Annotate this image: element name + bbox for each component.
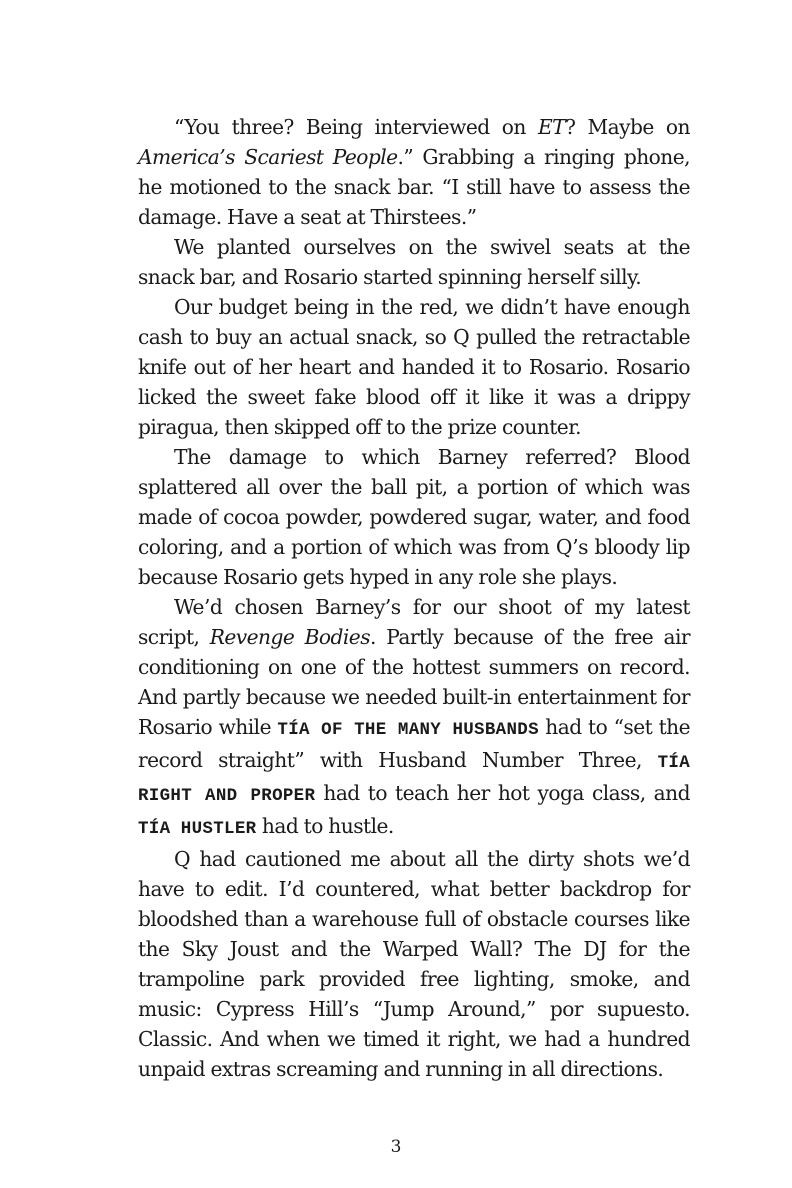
italic-text: America’s Scariest People <box>138 145 398 169</box>
body-paragraph <box>138 592 690 844</box>
text-segment: The damage to which Barney referred? Blood splattered all over the ball pit, a portion of which was made of cocoa powder, powdered sugar, water, and food coloring, and a portion of which was from Q’s bloody lip because Rosario gets hyped in any role she plays. <box>138 445 690 589</box>
body-paragraph <box>138 844 690 1084</box>
text-segment: We planted ourselves on the swivel seats at the snack bar, and Rosario started spinning herself silly. <box>138 235 690 289</box>
body-paragraph <box>138 442 690 592</box>
text-segment: had to “set the record straight” with Husband Number Three, <box>138 715 690 772</box>
text-segment: ? Maybe on <box>565 115 690 139</box>
page-body <box>138 112 690 1084</box>
text-segment: had to teach her hot yoga class, and <box>315 781 690 805</box>
text-segment: .” Grabbing a ringing phone, he motioned to the snack bar. “I still have to assess the damage. Have a seat at Thirstees.” <box>138 145 690 229</box>
body-paragraph <box>138 232 690 292</box>
character-name: TÍA HUSTLER <box>138 819 257 839</box>
character-name: TÍA RIGHT AND PROPER <box>138 753 690 806</box>
italic-text: ET <box>537 115 566 139</box>
text-segment: had to hustle. <box>256 814 394 838</box>
italic-text: Revenge Bodies <box>209 625 371 649</box>
text-segment: Q had cautioned me about all the dirty shots we’d have to edit. I’d countered, what better backdrop for bloodshed than a warehouse full of obstacle courses like the Sky Joust and the Warped Wall? The DJ for the trampoline park provided free lighting, smoke, and music: Cypress Hill’s “Jump Around,” por supuesto. Classic. And when we timed it right, we had a hundred unpaid extras screaming and running in all directions. <box>138 847 690 1081</box>
text-segment: . Partly because of the free air conditioning on one of the hottest summers on record. And partly because we needed built-in entertainment for Rosario while <box>138 625 691 739</box>
body-paragraph <box>138 112 690 232</box>
page-number: 3 <box>390 1137 402 1157</box>
character-name: TÍA OF THE MANY HUSBANDS <box>277 720 539 740</box>
text-segment: We’d chosen Barney’s for our shoot of my latest script, <box>138 595 690 649</box>
text-segment: Our budget being in the red, we didn’t have enough cash to buy an actual snack, so Q pulled the retractable knife out of her heart and handed it to Rosario. Rosario licked the sweet fake blood off it like it was a drippy piragua, then skipped off to the prize counter. <box>138 295 690 439</box>
body-paragraph <box>138 292 690 442</box>
text-segment: “You three? Being interviewed on <box>174 115 538 139</box>
